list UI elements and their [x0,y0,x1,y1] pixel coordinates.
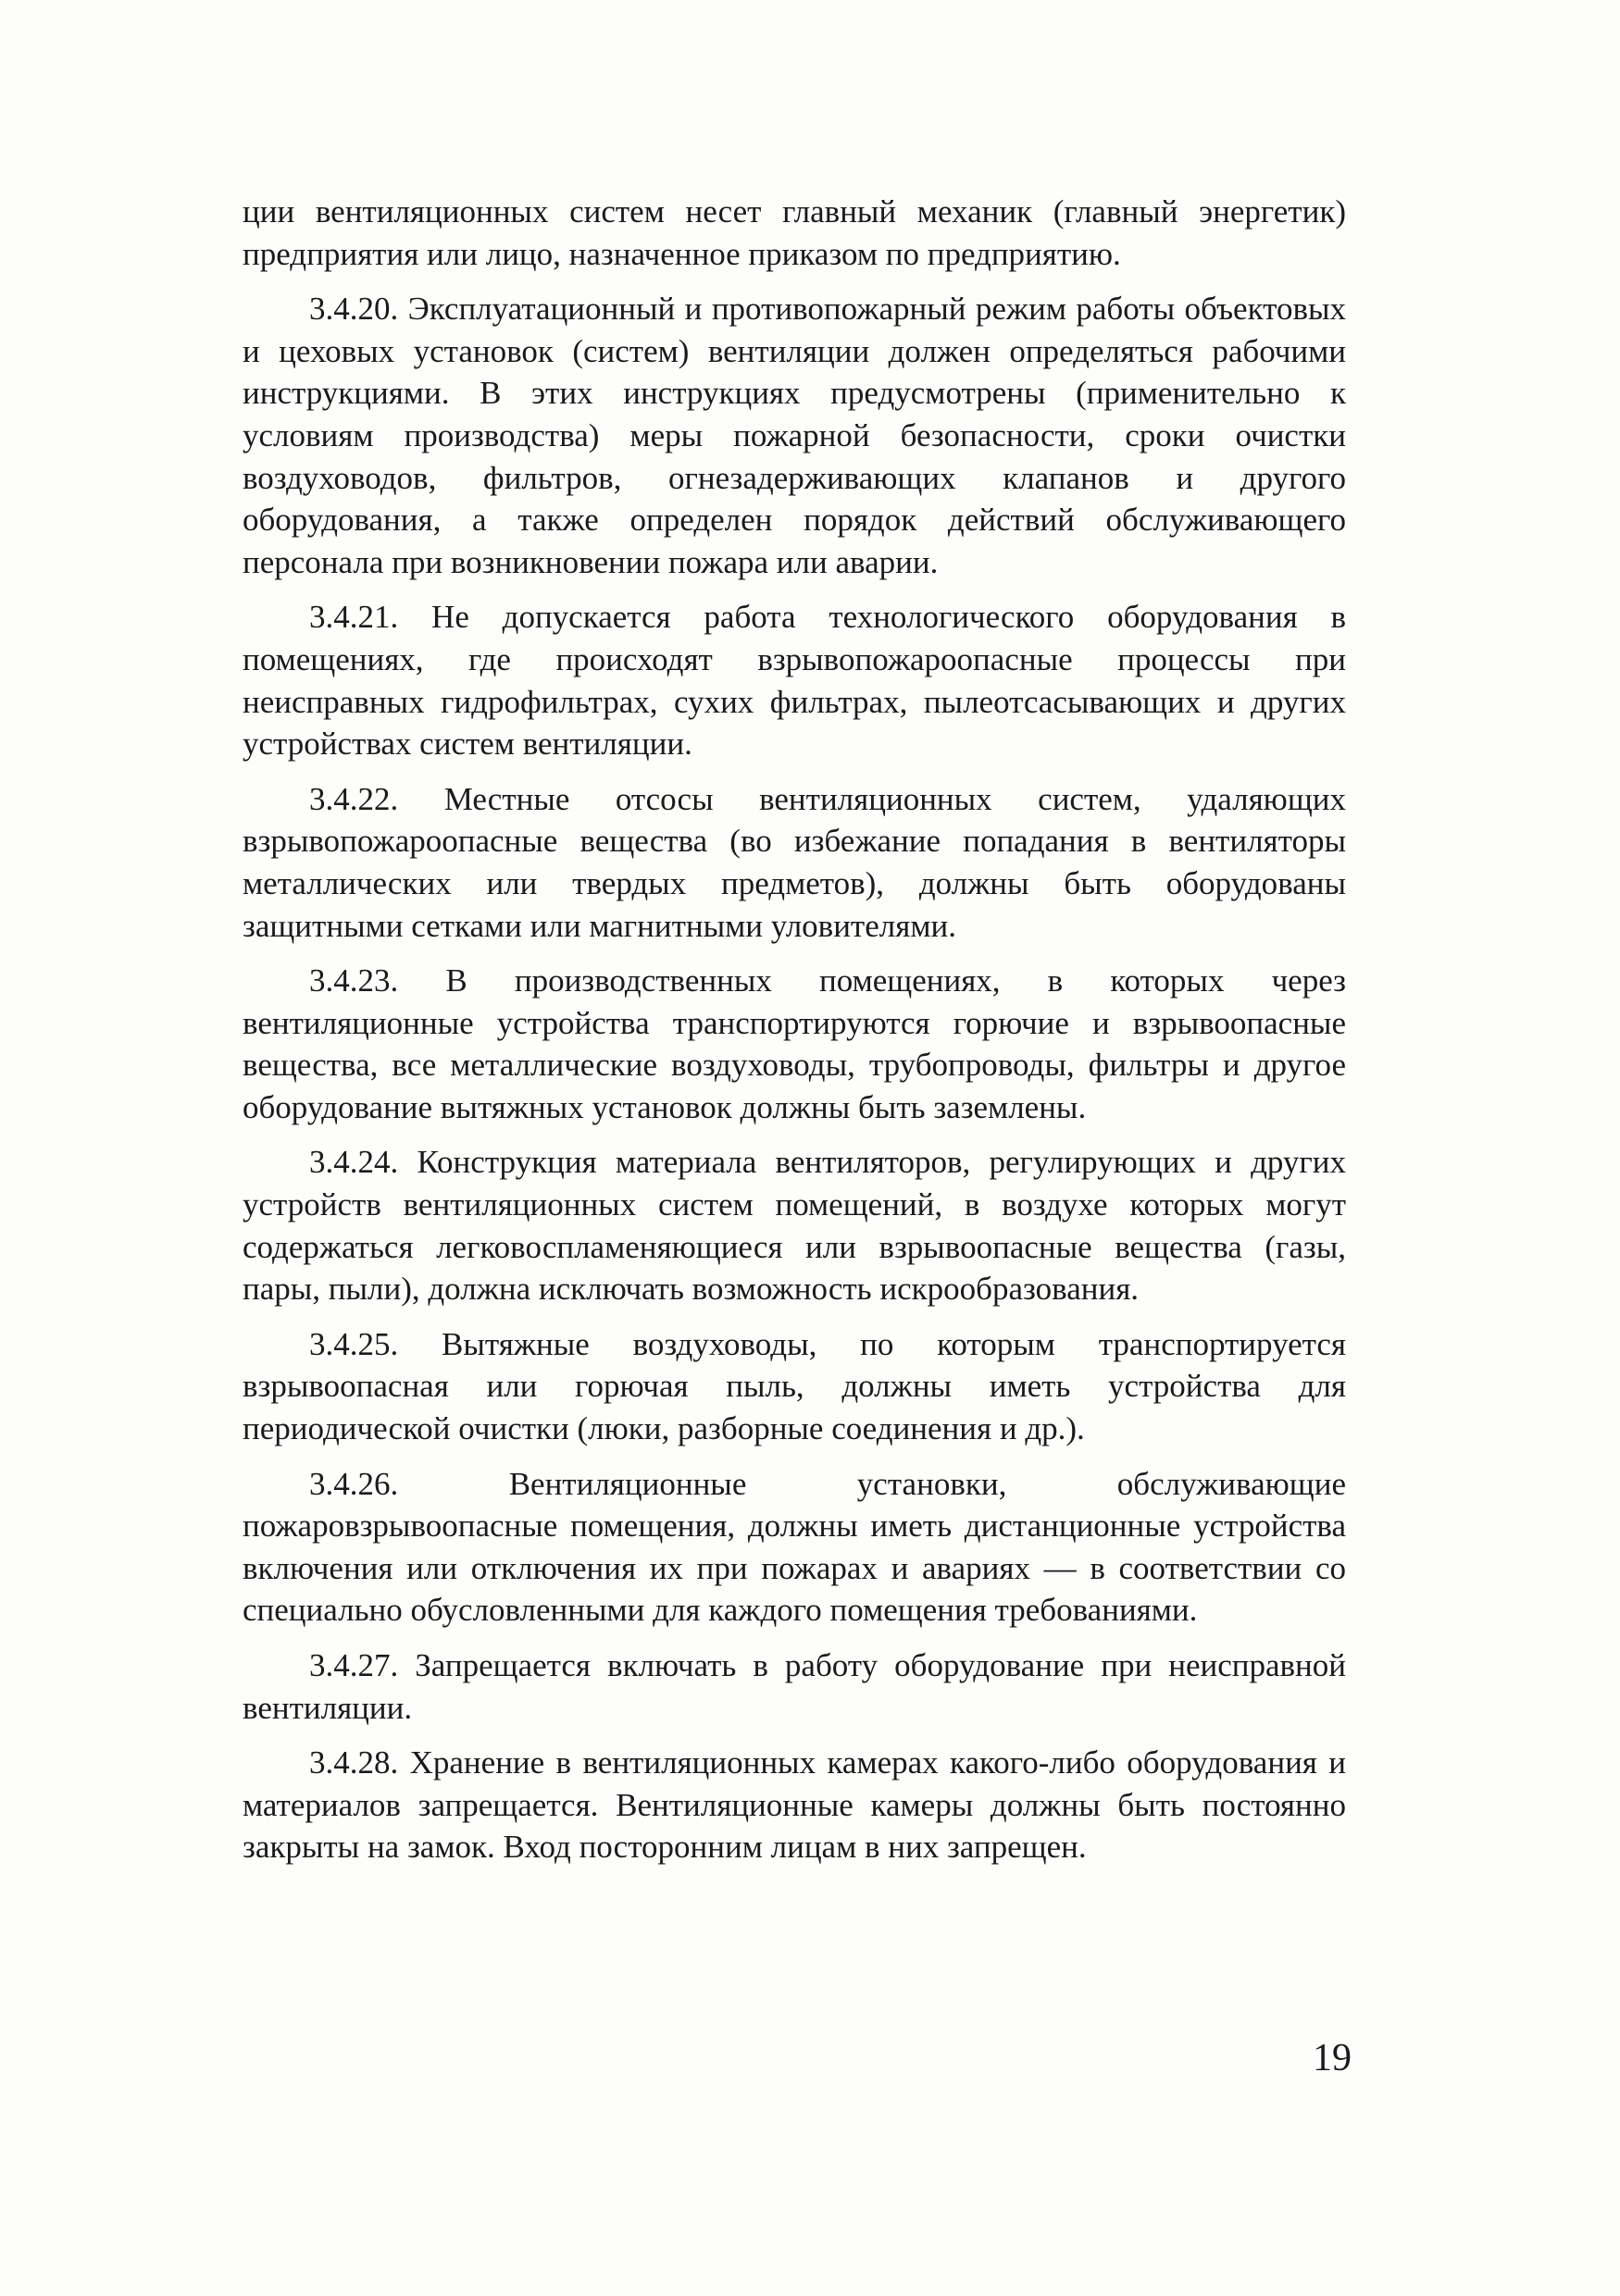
paragraph-3-4-21: 3.4.21. Не допускается работа технологического оборудования в помещениях, где происходят взрывопожароопасные процессы при неисправных гидрофильтрах, сухих фильтрах, пылеотсасывающих и других устройствах систем вентиляции. [243,599,1346,763]
paragraph-3-4-23: 3.4.23. В производственных помещениях, в которых через вентиляционные устройства транспортируются горючие и взрывоопасные вещества, все металлические воздуховоды, трубопроводы, фильтры и другое оборудование вытяжных установок должны быть заземлены. [243,962,1346,1125]
paragraph-3-4-22: 3.4.22. Местные отсосы вентиляционных систем, удаляющих взрывопожароопасные вещества (во избежание попадания в вентиляторы металлических или твердых предметов), должны быть оборудованы защитными сетками или магнитными уловителями. [243,780,1346,944]
paragraph-3-4-20: 3.4.20. Эксплуатационный и противопожарный режим работы объектовых и цеховых установок (систем) вентиляции должен определяться рабочими инструкциями. В этих инструкциях предусмотрены (применительно к условиям производства) меры пожарной безопасности, сроки очистки воздуховодов, фильтров, огнезадерживающих клапанов и другого оборудования, а также определен порядок действий обслуживающего персонала при возникновении пожара или аварии. [243,291,1346,580]
paragraph-3-4-26: 3.4.26. Вентиляционные установки, обслуживающие пожаровзрывоопасные помещения, должны иметь дистанционные устройства включения или отключения их при пожарах и авариях — в соответствии со специально обусловленными для каждого помещения требованиями. [243,1465,1346,1629]
paragraph-3-4-24: 3.4.24. Конструкция материала вентиляторов, регулирующих и других устройств вентиляционных систем помещений, в воздухе которых могут содержаться легковоспламеняющиеся или взрывоопасные вещества (газы, пары, пыли), должна исключать возможность искрообразования. [243,1144,1346,1308]
body-text [243,191,1346,1881]
paragraph-3-4-28: 3.4.28. Хранение в вентиляционных камерах какого-либо оборудования и материалов запрещается. Вентиляционные камеры должны быть постоянно закрыты на замок. Вход посторонним лицам в них запрещен. [243,1744,1346,1866]
paragraph-3-4-27: 3.4.27. Запрещается включать в работу оборудование при неисправной вентиляции. [243,1647,1346,1726]
paragraph-3-4-25: 3.4.25. Вытяжные воздуховоды, по которым транспортируется взрывоопасная или горючая пыль, должны иметь устройства для периодической очистки (люки, разборные соединения и др.). [243,1325,1346,1447]
paragraph-continuation: ции вентиляционных систем несет главный механик (главный энергетик) предприятия или лицо, назначенное приказом по предприятию. [243,193,1346,272]
page-number: 19 [1313,2037,1352,2079]
